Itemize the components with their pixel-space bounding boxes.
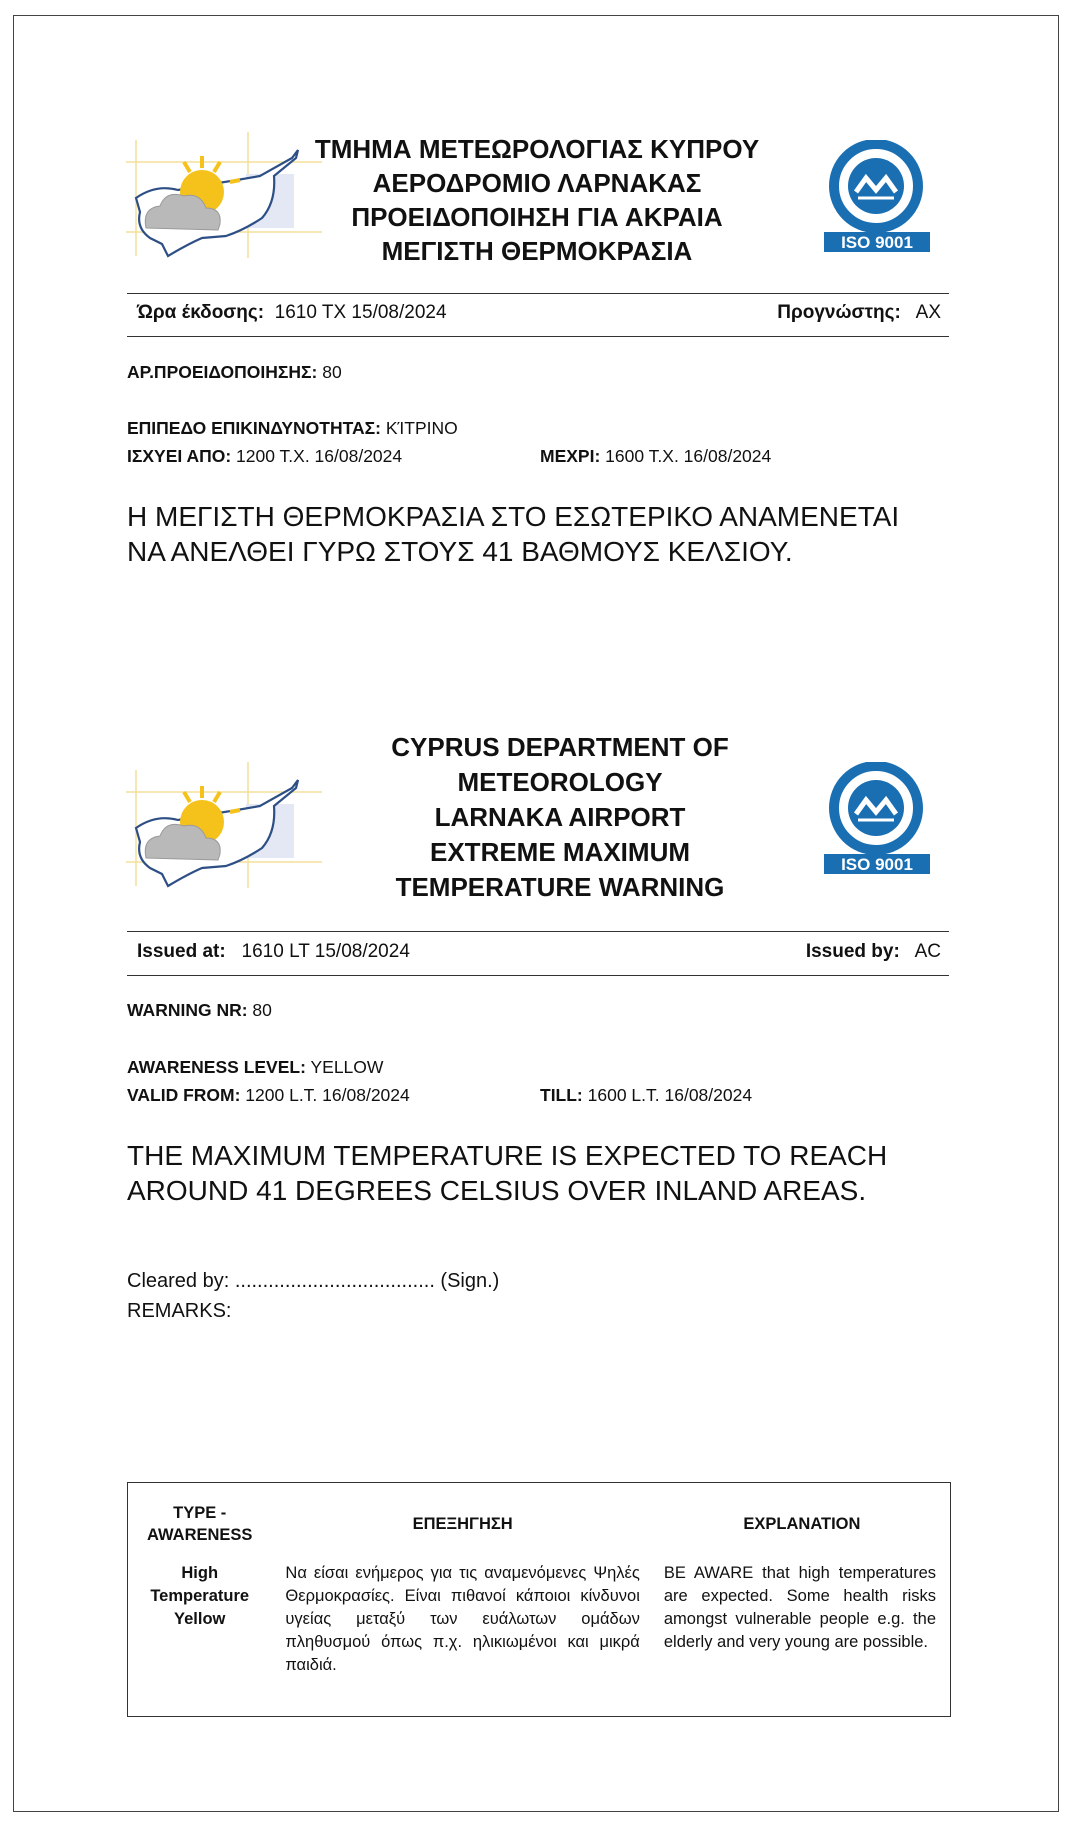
valid-from-label: ΙΣΧΥΕΙ ΑΠΟ: xyxy=(127,446,232,466)
till-value: 1600 Τ.Χ. 16/08/2024 xyxy=(605,446,772,466)
type-line: Yellow xyxy=(174,1610,226,1628)
valid-from-value: 1200 L.T. 16/08/2024 xyxy=(245,1085,410,1105)
till-label: ΜΕΧΡΙ: xyxy=(540,446,601,466)
warning-number xyxy=(127,361,342,384)
warning-text xyxy=(127,1138,957,1208)
issued-value: 1610 LT 15/08/2024 xyxy=(241,941,410,962)
title-line: ΤΜΗΜΑ ΜΕΤΕΩΡΟΛΟΓΙΑΣ ΚΥΠΡΟΥ xyxy=(314,134,760,164)
iso-seal xyxy=(810,762,945,882)
warning-text xyxy=(127,499,957,569)
awareness-level xyxy=(127,1056,383,1079)
level-label: ΕΠΙΠΕΔΟ ΕΠΙΚΙΝΔΥΝΟΤΗΤΑΣ: xyxy=(127,418,381,438)
header-type: TYPE - AWARENESS xyxy=(146,1504,253,1544)
type-cell xyxy=(128,1560,272,1717)
type-line: Temperature xyxy=(150,1587,250,1605)
forecaster-label: Προγνώστης: xyxy=(777,302,901,323)
title-line: ΠΡΟΕΙΔΟΠΟΙΗΣΗ ΓΙΑ ΑΚΡΑΙΑ xyxy=(351,202,723,232)
awareness-table xyxy=(127,1482,951,1717)
warning-nr-value: 80 xyxy=(252,1000,272,1020)
remarks-label: REMARKS: xyxy=(127,1300,232,1322)
title-line: LARNAKA AIRPORT xyxy=(434,802,686,832)
title-line: TEMPERATURE WARNING xyxy=(395,872,725,902)
type-line: High xyxy=(181,1564,219,1582)
table-row xyxy=(128,1560,951,1717)
title-line: EXTREME MAXIMUM xyxy=(430,837,690,867)
valid-till xyxy=(540,1084,752,1107)
title-line: METEOROLOGY xyxy=(457,767,663,797)
level-value: YELLOW xyxy=(310,1057,384,1077)
warning-text-line: THE MAXIMUM TEMPERATURE IS EXPECTED TO REACH xyxy=(127,1140,888,1171)
iso-label: ISO 9001 xyxy=(841,233,913,252)
valid-from xyxy=(127,445,402,468)
issued-value: 1610 ΤΧ 15/08/2024 xyxy=(274,302,447,323)
iso-seal xyxy=(810,140,945,260)
valid-from-label: VALID FROM: xyxy=(127,1085,241,1105)
divider xyxy=(127,336,949,337)
valid-from-value: 1200 Τ.Χ. 16/08/2024 xyxy=(236,446,403,466)
till-value: 1600 L.T. 16/08/2024 xyxy=(587,1085,753,1105)
till-label: TILL: xyxy=(540,1085,583,1105)
forecaster xyxy=(806,941,941,963)
issued-at xyxy=(137,941,410,963)
forecaster xyxy=(777,302,941,324)
title-line: ΑΕΡΟΔΡΟΜΙΟ ΛΑΡΝΑΚΑΣ xyxy=(372,168,702,198)
forecaster-label: Issued by: xyxy=(805,941,900,962)
divider xyxy=(127,293,949,294)
header-greek: ΕΠΕΞΗΓΗΣΗ xyxy=(412,1514,513,1533)
title-line: ΜΕΓΙΣΤΗ ΘΕΡΜΟΚΡΑΣΙΑ xyxy=(381,236,693,266)
issued-label: Issued at: xyxy=(137,941,226,962)
warning-text-line: AROUND 41 DEGREES CELSIUS OVER INLAND AREAS. xyxy=(127,1175,867,1206)
warning-nr-label: WARNING NR: xyxy=(127,1000,248,1020)
greek-explanation: Να είσαι ενήμερος για τις αναμενόμενες Ψηλές Θερμοκρασίες. Είναι πιθανοί κάποιοι κίνδυνοι υγείας μεταξύ των ευάλωτων ομάδων πληθυσμού όπως π.χ. ηλικιωμένοι και μικρά παιδιά. xyxy=(285,1564,640,1674)
english-explanation: BE AWARE that high temperatures are expected. Some health risks amongst vulnerable people e.g. the elderly and very young are possible. xyxy=(663,1564,936,1651)
cleared-by: Cleared by: .................................... (Sign.) xyxy=(127,1270,500,1292)
warning-number xyxy=(127,999,272,1022)
valid-till xyxy=(540,445,771,468)
level-label: AWARENESS LEVEL: xyxy=(127,1057,306,1077)
forecaster-value: ΑΧ xyxy=(915,302,941,323)
valid-from xyxy=(127,1084,410,1107)
awareness-level xyxy=(127,417,458,440)
table-header-row xyxy=(128,1483,951,1561)
issued-label: Ώρα έκδοσης: xyxy=(137,302,265,323)
issued-at xyxy=(137,302,447,324)
warning-text-line: ΝΑ ΑΝΕΛΘΕΙ ΓΥΡΩ ΣΤΟΥΣ 41 ΒΑΘΜΟΥΣ ΚΕΛΣΙΟΥ. xyxy=(127,536,793,567)
title-line: CYPRUS DEPARTMENT OF xyxy=(391,732,729,762)
weather-logo xyxy=(126,762,322,894)
level-value: ΚΊΤΡΙΝΟ xyxy=(385,418,458,438)
forecaster-value: AC xyxy=(914,941,941,962)
iso-label: ISO 9001 xyxy=(841,855,913,874)
header-english: EXPLANATION xyxy=(743,1514,861,1533)
divider xyxy=(127,975,949,976)
greek-title xyxy=(312,132,762,268)
warning-text-line: Η ΜΕΓΙΣΤΗ ΘΕΡΜΟΚΡΑΣΙΑ ΣΤΟ ΕΣΩΤΕΡΙΚΟ ΑΝΑΜΕΝΕΤΑΙ xyxy=(127,501,900,532)
english-title xyxy=(330,730,790,905)
warning-nr-value: 80 xyxy=(322,362,342,382)
weather-logo xyxy=(126,132,322,264)
warning-nr-label: ΑΡ.ΠΡΟΕΙΔΟΠΟΙΗΣΗΣ: xyxy=(127,362,318,382)
divider xyxy=(127,931,949,932)
